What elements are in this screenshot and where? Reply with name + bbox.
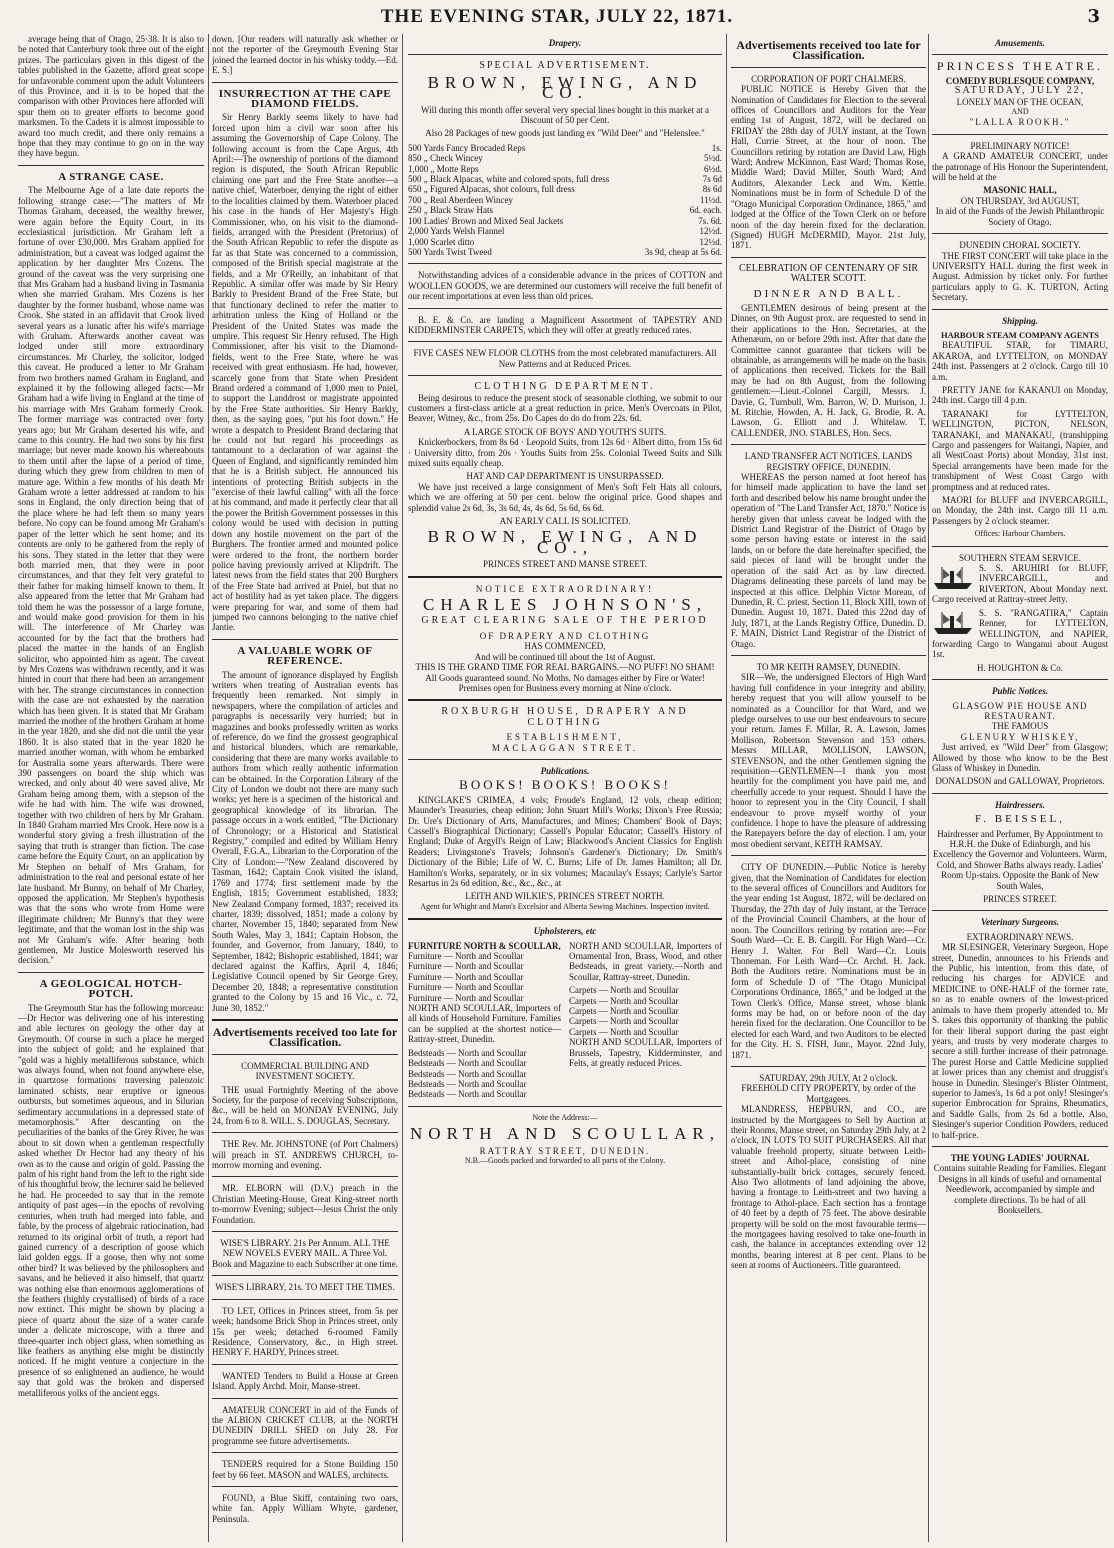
public-notices-head: Public Notices. — [992, 686, 1048, 697]
ns-item: Furniture — North and Scoullar — [408, 992, 524, 1003]
ad-item: MR. ELBORN will (D.V.) preach in the Christian Meeting-House, Great King-street north to-morrow Evening; subject—Jesus Christ the only Foundation. — [212, 1183, 398, 1225]
ramsey-heading: TO MR KEITH RAMSEY, DUNEDIN. — [756, 661, 901, 672]
masonic-date: ON THURSDAY, 3rd AUGUST, — [960, 195, 1080, 206]
ns-item: Carpets — North and Scoullar — [569, 1006, 679, 1017]
cj-sub: GREAT CLEARING SALE OF THE PERIOD — [421, 615, 709, 627]
choral-body: THE FIRST CONCERT will take place in the UNIVERSITY HALL during the first week in August. Admission by ticket only. For further particulars apply to G. K. TURTON, Acting Secretary. — [932, 250, 1108, 303]
strange-case-body: The Melbourne Age of a late date reports the following strange case:—"The matters of Mr Thomas Graham, deceased, the wealthy brewer, were again before the Equity Court, in its ecclesiastical jurisdiction. Mr Graham left a fortune of over £30,000. Mrs Graham applied for administration, but a caveat was lodged against the application by her daughter Mrs Cozens. The ground of the caveat was the very surprising one that Mrs Graham had a husband living in Tasmania when she married Graham. Mrs Cozens is her daughter by the former husband, whose name was Crook. She stated in an affidavit that Crook lived several years as a lunatic after his wife's marriage with Graham. Afterwards another caveat was lodged under still more extraordinary circumstances. Mr Charley, the solicitor, lodged this caveat. He produced a letter to Mr Graham from two brothers named Graham in England, and explained it by the following alleged facts:—Mr Graham had a wife living in England at the time of his marriage with Mrs Graham formerly Crook. The former marriage was contracted over forty years ago; but Mr Graham deserted his wife, and came to this country. He had two sons by his first marriage; but never made known his whereabouts to them until after the lapse of a period of time, during which they grew from children to men of mature age. Within a few months of his death Mr Graham wrote a letter addressed at random to his sons in England, the only direction being that of the place where he had left them so many years before. No copy can be found among Mr Graham's paper of the letter which he sent home; and its contents are only to be gathered from the reply of his sons. They stated in the letter that they were both married men, that they were in poor circumstances, and that they felt very grateful to their father for making himself known to them. It also appeared from the letter that Mr Graham had told them he was the possessor of a large fortune, and would make good provision for them in his will. The interference of Mr Charley was accounted for by the fact that the brothers had placed the matter in the hands of an English solicitor, who appointed him as agent. The caveat by Mrs Cozens was withdrawn recently, and it was hinted in court that there had been an arrangement with her. The strange circumstances in connection with the case are not exhausted by the narration which has been given. It is stated that Mr Graham married the mother of the brothers Graham at home in the year 1820, and she did not die until the year 1860. It is also stated that in the year 1820 he married another woman, with whom he embarked for Australia some years afterwards. There were 390 passengers on board the ship which was wrecked, and only about 40 were saved alive, Mr Graham being among them, with a stepson of the wife he had with him. The wife was drowned, together with two children of hers by Mr Graham. In 1840 Graham married Mrs Crook. Here now is a wonderful story giving a fresh illustration of the saying that truth is stranger than fiction. The case came before the Equity Court, on an application by Mr Stephen on behalf of Mrs Graham, for administration to the real and personal estate of her late husband. Mr Bunny, on behalf of Mr Charley, opposed the application. Mr Stephen's hypothesis was that the sons who wrote from Home were illegitimate children; Mr Bunny's that they were legitimate, and that the woman lost in the ship was not Mr Graham's wife. After hearing both gentlemen, Mr Justice Molesworth reserved his decision." — [18, 185, 204, 966]
land-transfer-heading: LAND TRANSFER ACT NOTICES. LANDS REGISTRY OFFICE, DUNEDIN. — [744, 451, 913, 472]
early-call: AN EARLY CALL IS SOLICITED. — [499, 516, 631, 527]
dinner-body: GENTLEMEN desirous of being present at the Dinner, on 9th August prox. are requested to send in their applications to the Hon. Secretaries, at the Athenæum, on or before 29th inst. After that date the Committee cannot guarantee that tickets will be obtainable, as arrangements will be made on the basis of applications then received. Tickets for the Ball may be had on 8th August, from the following gentlemen:—Lieut.-Colonel Cargill, Messrs. J. Davie, G. Turnbull, Wm. Barron, W. D. Murison, J. M. Ritchie, Howden, A. H. Jack, G. Brodie, R. A. Lawson, G. Elliott and J. Whitelaw. T. CALLENDER, JNO. STABLES, Hon. Secs. — [731, 302, 926, 438]
ns-item: Carpets — North and Scoullar — [569, 985, 679, 996]
geological-heading: A GEOLOGICAL HOTCH-POTCH. — [39, 977, 183, 1001]
saturday-sale: SATURDAY, 29th JULY, At 2 o'clock. — [759, 1072, 898, 1083]
late-ads-heading: Advertisements received too late for Classification. — [212, 1024, 398, 1050]
publications-head: Publications. — [540, 765, 590, 776]
famous-text: THE FAMOUS — [991, 721, 1049, 732]
ns-item: Bedsteads — North and Scoullar — [408, 1089, 527, 1100]
column-5 — [932, 34, 1108, 1542]
ns-street: RATTRAY STREET, DUNEDIN. — [479, 1145, 651, 1156]
hairdressers-head: Hairdressers. — [995, 799, 1045, 810]
lonely-man: LONELY MAN OF THE OCEAN, — [956, 96, 1084, 107]
cj-continue: And will be continued till about the 1st of August. — [474, 651, 656, 662]
ad-item: THE usual Fortnightly Meeting of the above Society, for the purpose of receiving Subscriptions, &c., will be held on MONDAY EVENING, July 24, from 6 to 8. WILL. S. DOUGLAS, Secretary. — [212, 1084, 398, 1126]
page-number: 3 — [1087, 6, 1100, 27]
price-row: 500 „ Black Alpacas, white and colored spots, full dress 7s 6d — [408, 174, 722, 185]
freehold-heading: FREEHOLD CITY PROPERTY, by order of the Mortgagees. — [741, 1083, 916, 1104]
ns-item: Bedsteads — North and Scoullar — [408, 1068, 527, 1079]
special-ad-heading: SPECIAL ADVERTISEMENT. — [479, 60, 651, 72]
and-text: AND — [1011, 107, 1029, 117]
ad-item: TO LET, Offices in Princes street, from 5s per week; handsome Brick Shop in Princes street, only 15s per week; detached 6-roomed Family Residence, Conservatory, &c., in High street. HENRY F. HARDY, Princes street. — [212, 1305, 398, 1358]
upholsterers-head: Upholsterers, etc — [533, 926, 597, 937]
veterinary-head: Veterinary Surgeons. — [980, 917, 1060, 928]
aruhiri-body: S. S. ARUHIRI for BLUFF, INVERCARGILL, and RIVERTON, About Monday next. Cargo received at Rattray-street Jetty. — [932, 563, 1108, 605]
furniture-title: FURNITURE NORTH & SCOULLAR, — [408, 940, 561, 951]
boys-body: Knickerbockers, from 8s 6d · Leopold Suits, from 12s 6d · Albert ditto, from 15s 6d · University ditto, from 20s · Youths Suits from 25s. Colonial Tweed Suits and Silk mixed suits equally cheap. — [408, 437, 722, 468]
saturday-date: SATURDAY, JULY 22, — [954, 85, 1086, 97]
aruhiri-ad — [932, 563, 1108, 605]
ns-item: Furniture — North and Scoullar — [408, 961, 524, 972]
masthead — [0, 0, 1114, 30]
ad-item: THE Rev. Mr. JOHNSTONE (of Port Chalmers) will preach in ST. ANDREWS CHURCH, to-morrow morning and evening. — [212, 1139, 398, 1171]
price-row: 700 „ Real Aberdeen Wincey 11½d. — [408, 194, 722, 205]
cotton-note: Notwithstanding advices of a considerable advance in the prices of COTTON and WOOLLEN GOODS, we are determined our customers will receive the full benefit of our recent importations at even less than old prices. — [408, 270, 722, 302]
cj-grand: THIS IS THE GRAND TIME FOR REAL BARGAINS.—NO PUFF! NO SHAM! — [415, 662, 715, 673]
ad-item: WISE'S LIBRARY, 21s. TO MEET THE TIMES. — [215, 1282, 395, 1293]
leith-wilkie: LEITH AND WILKIE'S, PRINCES STREET NORTH. — [465, 891, 665, 902]
roxburgh-title: ROXBURGH HOUSE, DRAPERY AND CLOTHING — [441, 706, 689, 728]
ship-notice: PRETTY JANE for KAKANUI on Monday, 24th inst. Cargo till 4 p.m. — [932, 384, 1108, 406]
column-3 — [408, 34, 722, 1166]
price-row: 850 „ Check Wincey 5½d. — [408, 153, 722, 164]
dinner-ball: DINNER AND BALL. — [753, 287, 904, 300]
price-row: 500 Yards Fancy Brocaded Reps 1s. — [408, 142, 722, 153]
price-row: 500 Yards Twist Tweed 3s 9d, cheap at 5s 6d. — [408, 246, 722, 257]
ship-notice: MAORI for BLUFF and INVERCARGILL, on Monday, the 24th inst. Cargo till 11 a.m. Passengers by 2 o'clock steamer. — [932, 495, 1108, 526]
glenury-body: Just arrived, ex "Wild Deer" from Glasgow; Allowed by those who know to be the Best Glass of Whiskey in Dunedin. — [932, 742, 1108, 773]
steamship-icon — [932, 565, 974, 591]
centenary-heading: CELEBRATION OF CENTENARY OF SIR WALTER SCOTT. — [738, 262, 919, 285]
steamship-icon — [932, 610, 974, 636]
insurrection-heading: INSURRECTION AT THE CAPE DIAMOND FIELDS. — [218, 87, 392, 111]
price-row: 250 „ Black Straw Hats 6d. each. — [408, 205, 722, 216]
price-list — [408, 143, 722, 257]
bec-packages: Also 28 Packages of new goods just landing ex "Wild Deer" and "Helenslee." — [425, 128, 705, 139]
valuable-work-heading: A VALUABLE WORK OF REFERENCE. — [237, 644, 373, 668]
ns-item: Carpets — North and Scoullar — [569, 1016, 679, 1027]
ad-item: COMMERCIAL BUILDING AND INVESTMENT SOCIETY. — [241, 1060, 369, 1082]
hat-body: We have just received a large consignment of Men's Soft Felt Hats all colours, which we are offering at 50 per cent. below the original price. Good shapes and splendid value 2s 6d, 3s, 3s 6d, 4s, 4s 6d, 5s 6d, 6s 6d. — [408, 481, 722, 513]
preliminary-notice: PRELIMINARY NOTICE! — [970, 140, 1070, 151]
hat-heading: HAT AND CAP DEPARTMENT IS UNSURPASSED. — [466, 471, 664, 482]
amusements-head: Amusements. — [995, 38, 1045, 48]
ns-item: Furniture — North and Scoullar — [408, 982, 524, 993]
ns-item: Furniture — North and Scoullar — [408, 971, 524, 982]
price-row: 100 Ladies' Brown and Mixed Seal Jackets 7s. 6d. — [408, 215, 722, 226]
ns-import2: NORTH AND SCOULLAR, Importers of all kinds of Household Furniture. Families can be supplied at the shortest notice—Rattray-street, Dunedin. — [408, 1003, 561, 1045]
books-body: KINGLAKE'S CRIMEA, 4 vols; Froude's England, 12 vols, cheap edition; Maunder's Treasuries, cheap edition; John Stuart Mill's Works; Dixon's Free Russia; Dr. Ure's Dictionary of Arts, Manufactures, and Mines; Chambers' Book of Days; Cassell's Biographical Dictionary; Cassell's Popular Educator; Cassell's History of England; Duke of Argyll's Reign of Law; Blackwood's Ancient Classics for English Readers; Livingstone's Travels; Johnson's Gardener's Dictionary; Dr. Smith's Dictionary of the Bible; Life of W. C. Burns; Life of Dr. James Hamilton; all Dr. Hamilton's Works, separately, or in six volumes; Macaulay's Essays; Carlyle's Sartor Resartus in 2s 6d edition, &c., &c., &c., at — [408, 794, 722, 888]
clothing-body: Being desirous to reduce the present stock of seasonable clothing, we submit to our customers a first-class article at a great reduction in price. Men's Overcoats in Pilot, Beaver, Witney, &c., from 25s. Do Capes do do do from 22s. 6d. — [408, 392, 722, 424]
port-chalmers-body: PUBLIC NOTICE is Hereby Given that the Nomination of Candidates for Election to the several offices of Councillors and Auditors for the Year ending 1st of August, 1872, will be declared on FRIDAY the 28th day of JULY instant, at the Town Hall, Currie Street, at the hour of noon. The Councillors retiring by rotation are David Law, High Ward; Andrew McKinnon, East Ward; Thomas Rose, Middle Ward; David Miller, South Ward; And Auditors, Alexander Leck and Wm. Kettle. Nominations must be in form of Schedule D of the "Otago Municipal Corporation Ordinance, 1865," and lodged at the Office of the Town Clerk on or before noon of the day herein fixed for the declaration. (Signed) HUGH McDERMID, Mayor. 21st July, 1871. — [731, 84, 926, 251]
ns-item: Bedsteads — North and Scoullar — [408, 1078, 527, 1089]
ns-left — [408, 941, 561, 1100]
column-divider — [928, 34, 929, 1542]
ad-item: TENDERS required for a Stone Building 150 feet by 66 feet. MASON and WALES, architects. — [212, 1459, 398, 1480]
lalla-rookh: "LALLA ROOKH." — [969, 117, 1071, 128]
ns-item: Carpets — North and Scoullar — [569, 995, 679, 1006]
ns-item: Bedsteads — North and Scoullar — [408, 1058, 527, 1069]
floorcloth-note: FIVE CASES NEW FLOOR CLOTHS from the most celebrated manufacturers. All New Patterns and at Reduced Prices. — [413, 348, 717, 369]
comedy-company: COMEDY BURLESQUE COMPANY, — [945, 75, 1095, 86]
choral-heading: DUNEDIN CHORAL SOCIETY. — [959, 240, 1081, 251]
rangatira-ad — [932, 608, 1108, 660]
ns-big-title: NORTH AND SCOULLAR, — [410, 1124, 720, 1144]
price-row: 650 „ Figured Alpacas, shot colours, full dress 8s 6d — [408, 184, 722, 195]
houghton: H. HOUGHTON & Co. — [976, 662, 1064, 673]
ad-item: FOUND, a Blue Skiff, containing two oars, white fan. Apply William Whyte, gardener, Peninsula. — [212, 1492, 398, 1524]
ns-import3: NORTH AND SCOULLAR, Importers of Brussels, Tapestry, Kidderminster, and Felts, at greatly reduced Prices. — [569, 1037, 722, 1069]
ladies-journal-heading: THE YOUNG LADIES' JOURNAL — [950, 1152, 1090, 1163]
vet-news: EXTRAORDINARY NEWS. — [966, 931, 1074, 942]
tapestry-note: B. E. & Co. are landing a Magnificent Assortment of TAPESTRY AND KIDDERMINSTER CARPETS, which they will offer at greatly reduced rates. — [408, 314, 722, 335]
ramsey-body: SIR—We, the undersigned Electors of High Ward having full confidence in your integrity and ability, hereby request that you will allow yourself to be nominated as a Councillor for that Ward, and we pledge ourselves to use our best endeavours to secure your return. James F. Millar, R. A. Lawson, James Mollison, Robertson Stevenson and 153 others. Messrs MILLAR, MOLLISON, LAWSON, STEVENSON, and the other Gentlemen signing the requisition—GENTLEMEN—I thank you most heartily for the compliment you have paid me, and cheerfully accede to your request. Should I have the honor to represent you in the City Council, I shall endeavour to prove myself worthy of your confidence. I hope to have the pleasure of addressing the Ratepayers before the day of election. I am, your most obedient servant, KEITH RAMSAY. — [731, 672, 926, 849]
column-2 — [212, 34, 398, 1542]
princess-theatre: PRINCESS THEATRE. — [936, 59, 1104, 74]
city-dunedin-body: CITY OF DUNEDIN.—Public Notice is hereby given, that the Nomination of Candidates for election to the several offices of Councillors and Auditors for the year ending 1st August, 1872, will be declared on Thursday, the 27th day of July instant, at the Terrace of the Provincial Council Chambers, at the hour of noon. The Councillors retiring by rotation are:—For South Ward—Cr. E. B. Cargill. For High Ward—Cr. Henry J. Walter. For Bell Ward—Cr. Louis Thoneman. For Leith Ward—Cr. Archd. H. Jack. Both the Auditors retire. Nominations must be in form of Schedule D of "The Otago Municipal Corporations Ordinance, 1865," and be lodged at the Town Clerk's Office, Manse street, whose blank forms may be had, on or before noon of the day herein fixed for the declaration. One Councillor to be elected for each Ward, and two Auditors to be elected for the City. H. S. FISH, Junr., Mayor. 22nd July, 1871. — [731, 862, 926, 1060]
bec-title: BROWN, EWING, AND CO. — [427, 72, 703, 103]
valuable-work-body: The amount of ignorance displayed by English writers when treating of Australian events has frequently been remarked. Not simply in newspapers, where the compilation of articles and paragraphs is necessarily very hurried; but in magazines and books professedly written as works of reference, do we find the grossest geographical and historical blunders, which are remarkable, considering that there are many works available to authors from which really authentic information can be obtained. In the Corporation Library of the City of London we doubt not there are many such works; yet here is a specimen of the historical and geographical knowledge of its librarian. The passage occurs in a work entitled, "The Dictionary of Chronology; or a Historical and Statistical Registry," compiled and edited by William Henry Overall, F.G.A., Librarian to the Corporation of the City of London:—"New Zealand discovered by Tasman, 1642; Captain Cook visited the island, 1769 and 1774; first settlement made by the English, 1815; Government established, 1833; New Zealand Company formed, 1837; received its charter, 1839; dissolved, 1851; made a colony by charter, November 15, 1840; separated from New South Wales, May 3, 1841; Captain Hobson, the founder, and Governor, from January, 1840, to September, 1842; Bishopric established, 1841; war declared against the Kaffirs, April 4, 1846; Legislative Council opened by Sir George Grey, December 20, 1848; a representative constitution granted to the Colony by 15 and 16 Vic., c. 72, June 30, 1852." — [212, 669, 398, 1013]
clothing-heading: CLOTHING DEPARTMENT. — [474, 381, 656, 393]
vet-body: MR SLESINGER, Veterinary Surgeon, Hope street, Dunedin, announces to his Friends and the Public, his intention, from this date, of reducing his charges for ADVICE and MEDICINE to ONE-HALF of the former rate, so as to enable owners of the lowest-priced animals to have them properly attended to. Mr S. takes this opportunity of thanking the public for their liberal support during the past eight years, and trusts by very moderate charges to secure a still further increase of their patronage. The purest Horse and Cattle Medicine supplied at lower prices than any chemist and druggist's house in Dunedin. Slesinger's Blister Ointment, superior to James's, 1s 6d a pot only! Slesinger's superior Embrocation for Sprains, Rheumatics, and Saddle Galls, from 2s 6d a bottle. Also, Slesinger's superior Condition Powders, reduced to half-price. — [932, 942, 1108, 1140]
geological-body: The Greymouth Star has the following morceau:—Dr Hector was delivering one of his interesting and able lectures on geology the other day at Greymouth. Of course in such a place he merged into the subject of gold; and he explained that "gold was a highly metalliferous substance, which was always found, when not found anywhere else, in quartzose formations traversing paleozoic laminated schists, near eruptive or igneous outbursts, but sometimes aqueous, and in Silurian sedimentary accumulations in a depressed state of metamorphosis." After descanting on the peculiarities of the banks of the Grey River, he was about to sit down when a gentleman respectfully asked whether Dr Hector had any theory of his own as to the cause and origin of gold. Passing the palm of his right hand from the left to the right side of his thoughtful brow, the lecturer said he believed he had. He proceeded to say that in the remote antiquity of past ages—in the epochs of revolving centuries, when truth had merged into fable, and fable, by the process of algebraic ratiocination, had returned to its original orbit of truth, a report had gained currency of a description of goose which laid golden eggs. If a goose, then why not some other bird? It was believed by the philosophers and savans, and he believed it also himself, that quartz was nothing else than enormous agglomerations of the feathers (highly crystallised) of birds of a race now extinct. This might be shown by placing a piece of quartz about the size of a water carafe under a delicate microscope, with a three and three-quarter inch object glass, when something as like feathers as anything else might be distinctly noticed. If he might venture a conjecture in the presence of so enlightened an audience, he would say that gold was the broken and dispersed metalliferous yolks of the ancient eggs. — [18, 1002, 204, 1398]
leith-agent: Agent for Whight and Mann's Excelsior and Alberta Sewing Machines. Inspection invited. — [420, 901, 710, 911]
note-address: Note the Address:— — [532, 1112, 598, 1122]
ad-item: AMATEUR CONCERT in aid of the Funds of the ALBION CRICKET CLUB, at the NORTH DUNEDIN DRILL SHED on July 28. For programme see future advertisements. — [212, 1404, 398, 1446]
glasgow-heading: GLASGOW PIE HOUSE AND RESTAURANT. — [952, 700, 1088, 721]
ship-notice: BEAUTIFUL STAR, for TIMARU, AKAROA, and LYTTELTON, on MONDAY 24th inst. Passengers at 2 o'clock. Cargo till 10 a.m. — [932, 340, 1108, 382]
cj-title: CHARLES JOHNSON'S, — [423, 595, 707, 615]
price-row: 2,000 Yards Welsh Flannel 12½d. — [408, 226, 722, 237]
masonic-hall: MASONIC HALL, — [983, 185, 1057, 196]
donaldson-galloway: DONALDSON and GALLOWAY, Proprietors. — [935, 776, 1105, 787]
drapery-section-head: Drapery. — [548, 38, 582, 48]
column-divider — [208, 34, 209, 1542]
glenury-heading: GLENURY WHISKEY, — [960, 731, 1080, 742]
column-divider — [726, 34, 727, 1542]
price-row: 1,000 „ Motte Reps 6½d. — [408, 163, 722, 174]
cj-goods: All Goods guaranteed sound. No Moths. No damages either by Fire or Water! — [425, 672, 705, 683]
harbour-heading: HARBOUR STEAM COMPANY AGENTS — [941, 329, 1099, 340]
southern-steam: SOUTHERN STEAM SERVICE. — [958, 552, 1082, 563]
ns-note: N.B.—Goods packed and forwarded to all parts of the Colony. — [464, 1155, 666, 1165]
beissel-body: Hairdresser and Perfumer, By Appointment to H.R.H. the Duke of Edinburgh, and his Excellency the Governor and Volunteers. Warm, Cold, and Shower Baths always ready. Ladies' Room Up-stairs. Opposite the Bank of New South Wales, — [933, 828, 1107, 891]
port-chalmers-heading: CORPORATION OF PORT CHALMERS. — [751, 73, 906, 84]
roxburgh-est: ESTABLISHMENT, — [506, 732, 624, 743]
cj-commenced: HAS COMMENCED, — [524, 641, 606, 652]
boys-heading: A LARGE STOCK OF BOYS' AND YOUTH'S SUITS. — [463, 426, 667, 437]
intro-paragraph: average being that of Otago, 25·38. It is also to be noted that Canterbury took three out of the eight prizes. The particulars given in this digest of the tables published in the Gazette, afford great scope for unfavorable comment upon the adult Volunteers of this Province, and it is to be hoped that the comparison with other Provinces here afforded will spur them on to greater efforts to become good marksmen. To the Cadets it is almost impossible to award too much credit, and there only remains a hope that they may continue to go on in the way they have begun. — [18, 34, 204, 159]
roxburgh-street: MACLAGGAN STREET. — [491, 742, 639, 753]
beissel-heading: F. BEISSEL, — [975, 813, 1065, 826]
ad-item: WANTED Tenders to Build a House at Green Island. Apply Archd. Moir, Manse-street. — [212, 1370, 398, 1392]
land-transfer-body: WHEREAS the person named at foot hereof has for himself made application to have the land set forth and described below his name brought under the operation of "The Land Transfer Act, 1870." Notice is hereby given that unless caveat be lodged with the District Land Registrar of the District of Otago by some person having estate or interest in the said lands, on or before the date hereinafter specified, the said pieces of land will be brought under the operation of the said Act as by law directed. Diagrams delineating these parcels of land may be inspected at this office. Delphin Victor Moreau, of Dunedin, R. C. priest. Section 11, Block XIII, town of Dunedin. August 10, 1871. Dated this 22nd day of July, 1871, at the Lands Registry Office, Dunedin. D. F. MAIN, District Land Registrar of the District of Otago. — [731, 472, 926, 649]
ns-item: Carpets — North and Scoullar — [569, 1026, 679, 1037]
cj-sub2: OF DRAPERY AND CLOTHING — [479, 630, 651, 641]
ns-item: Furniture — North and Scoullar — [408, 951, 524, 962]
late-ads-heading-2: Advertisements received too late for Classification. — [736, 38, 921, 63]
price-row: 1,000 Scarlet ditto 12½d. — [408, 236, 722, 247]
ad-item: WISE'S LIBRARY. 21s Per Annum. ALL THE NEW NOVELS EVERY MAIL. A Three Vol. Book and Magazine to each Subscriber at one time. — [212, 1238, 398, 1269]
ns-item: Bedsteads — North and Scoullar — [408, 1047, 527, 1058]
ship-notice: TARANAKI for LYTTELTON, WELLINGTON, PICTON, NELSON, TARANAKI, and MANAKAU, (transhipping Cargo and passengers for Waitangi, Napier, and all WestCoast Ports) about Monday, 31st inst. Special arrangements have been made for the transhipment of West Coast Cargo with promptness and at reduced rates. — [932, 408, 1108, 492]
rangatira-body: S. S. "RANGATIRA," Captain Renner, for LYTTELTON, WELLINGTON, and NAPIER, forwarding Cargo to Wanganui about August 1st. — [932, 607, 1108, 660]
insurrection-body: Sir Henry Barkly seems likely to have had forced upon him a civil war soon after his assuming the Governorship of Cape Colony. The following account is from the Cape Argus, 4th April:—The ownership of portions of the diamond region is disputed, the South African Republic claiming one part and the Free State another—a native chief, Waterboer, denying the right of either to the localities claimed by them. Waterboer placed his case in the hands of Her Majesty's High Commissioner, who, on his visit to the diamond-fields, arranged with the President (Pretorius) of the South African Republic to refer the dispute as far as that State was concerned to a commission, composed of the British special magistrate at the fields, and a Mr O'Reilly, an inhabitant of that Republic. A similar offer was made by Sir Henry Barkly to President Brand of the Free State, but that functionary declined to refer the matter to arbitration unless the King of Holland or the President of the United States was made the umpire. This request Sir Henry refused. The High Commissioner, after his visit to the Diamond-fields, went to the Free State, where he was received with great enthusiasm. He had, however, scarcely gone from that State when President Brand ordered a command of 1,000 men to Pniel, to support the Landdrost or magistrate appointed by the Free State authorities. Sir Henry Barkly, then, as the saying goes, "put his foot down." He wrote a despatch to President Brand declaring that he could not but regard his proceedings as tantamount to a declaration of war against the Queen of England, and significantly reminded him that he is a British subject. He announced his intentions of protecting British subjects in the "exercise of their lawful calling" with all the force at his command, and made it perfectly clear that all the power the British Government possesses in this colony would be used with decision in putting down any hostile movement on the part of the Burghers. The frontier armed and mounted police were ordered to the front, the northern border police having previously arrived at Klipdrift. The latest news from the field states that 200 Burghers of the Free State had arrived at Pniel, but that no act of hostility had as yet taken place. The diggers were preparing for war, and some of them had jumped two cannons belonging to the native chief Jantie. — [212, 112, 398, 633]
bec-title-2: BROWN, EWING, AND CO., — [427, 527, 703, 557]
bec-intro: Will during this month offer several very special lines bought in this market at a Discount of 50 per Cent. — [421, 104, 709, 126]
ladies-journal-body: Contains suitable Reading for Families. Elegant Designs in all kinds of useful and ornamental Needlework, accompanied by simple and complete directions. To be had of all Booksellers. — [933, 1163, 1107, 1215]
princes-street: PRINCES STREET. — [983, 894, 1057, 905]
concert-body: A GRAND AMATEUR CONCERT, under the patronage of His Honour the Superintendent, will be held at the — [932, 151, 1108, 183]
notice-extraordinary: NOTICE EXTRAORDINARY! — [475, 583, 655, 594]
ns-right — [569, 941, 722, 1100]
cj-premises: Premises open for Business every morning at Nine o'clock. — [458, 682, 672, 693]
ns-block — [408, 941, 722, 1100]
bec-address: PRINCES STREET AND MANSE STREET. — [483, 559, 647, 570]
column-1 — [18, 34, 204, 1542]
ns-importers: NORTH AND SCOULLAR, Importers of Ornamental Iron, Brass, Wood, and other Bedsteads, in great variety.—North and Scoullar, Rattray-street, Dunedin. — [569, 940, 722, 982]
editor-note: down. [Our readers will naturally ask whether or not the reporter of the Greymouth Evening Star joined the learned doctor in his whisky toddy.—Ed. E. S.] — [212, 34, 398, 76]
freehold-body: MLANDRESS, HEPBURN, and CO., are instructed by the Mortgagees to Sell by Auction at their Rooms, Manse street, on Saturday 29th July, at 2 o'clock, IN LOTS TO SUIT PURCHASERS. All that valuable freehold property, situate between Leith-street and Athol-place, consisting of nine substantially-built brick cottages, securely fenced. Also Two allotments of land adjoining the above, having a frontage to Leith-street and two having a frontage to Athol-place. Each section has a frontage of 40 feet by a depth of 75 feet. The above desirable property will be sold on the most favourable terms—the mortgagees having resolved to take one-fourth in cash, the balance in acceptances extending over 12 months, bearing interest at 8 per cent. Plans to be seen at rooms of Auctioneers. Title guaranteed. — [731, 1104, 926, 1271]
harbour-offices: Offices: Harbour Chambers. — [974, 529, 1066, 539]
column-4 — [731, 34, 926, 1542]
shipping-head: Shipping. — [1002, 315, 1038, 326]
strange-case-heading: A STRANGE CASE. — [58, 170, 164, 183]
page-title: THE EVENING STAR, JULY 22, 1871. — [380, 6, 734, 27]
column-divider — [402, 34, 403, 1542]
masonic-aid: In aid of the Funds of the Jewish Philanthropic Society of Otago. — [935, 206, 1105, 227]
books-heading: BOOKS! BOOKS! BOOKS! — [459, 777, 671, 793]
